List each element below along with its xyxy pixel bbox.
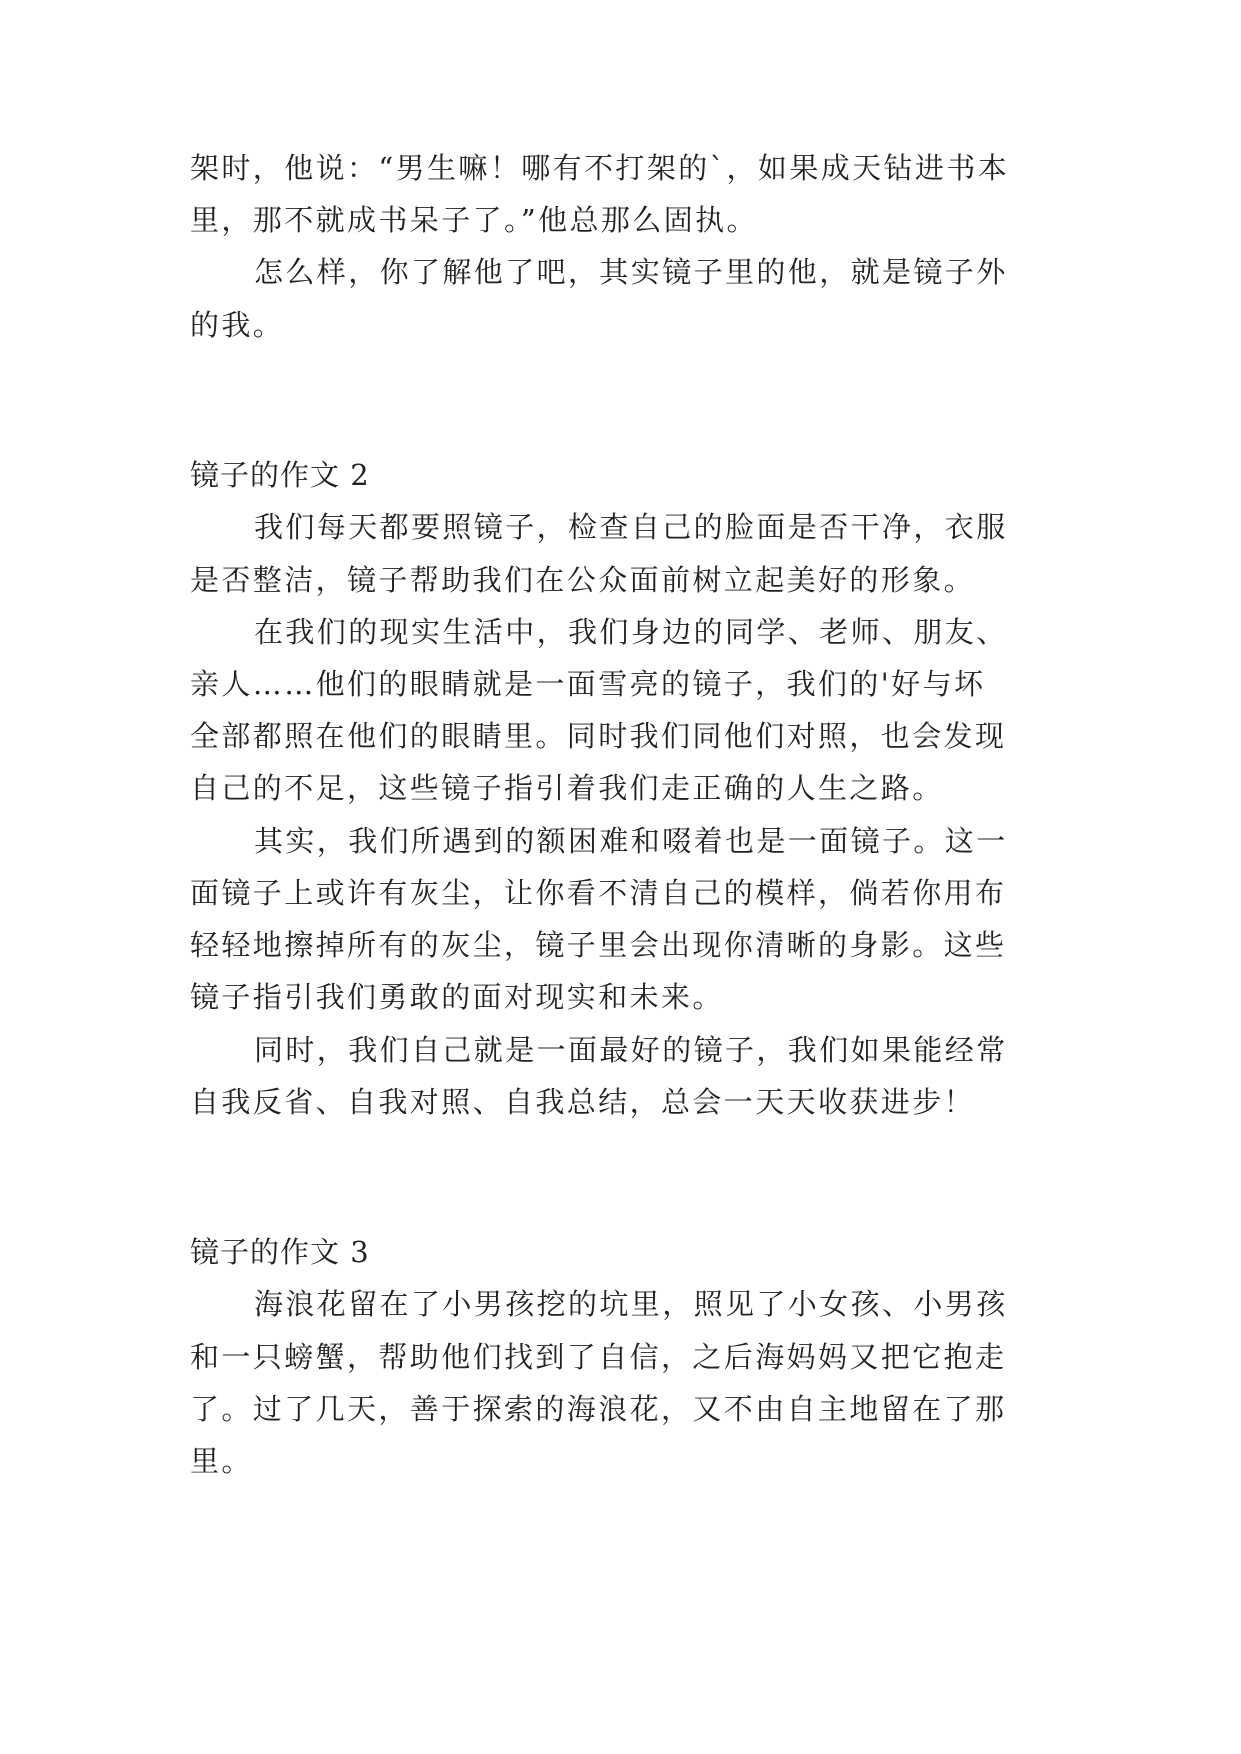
paragraph-line: 同时，我们自己就是一面最好的镜子，我们如果能经常 xyxy=(254,1033,1008,1067)
paragraph-line: 其实，我们所遇到的额困难和啜着也是一面镜子。这一 xyxy=(254,824,1008,858)
paragraph-line: 自我反省、自我对照、自我总结，总会一天天收获进步！ xyxy=(190,1085,976,1119)
paragraph-line: 自己的不足，这些镜子指引着我们走正确的人生之路。 xyxy=(190,771,944,805)
paragraph-line: 里，那不就成书呆子了。”他总那么固执。 xyxy=(190,203,758,237)
paragraph-line: 面镜子上或许有灰尘，让你看不清自己的模样，倘若你用布 xyxy=(190,876,1007,910)
paragraph-line: 和一只螃蟹，帮助他们找到了自信，之后海妈妈又把它抱走 xyxy=(190,1340,1007,1374)
paragraph-line: 里。 xyxy=(190,1444,253,1478)
section-heading: 镜子的作文 3 xyxy=(190,1235,370,1269)
paragraph-line: 全部都照在他们的眼睛里。同时我们同他们对照，也会发现 xyxy=(190,719,1007,753)
paragraph-line: 架时，他说：“男生嘛！哪有不打架的`，如果成天钻进书本 xyxy=(190,151,1010,185)
paragraph-line: 了。过了几天，善于探索的海浪花，又不由自主地留在了那 xyxy=(190,1392,1007,1426)
paragraph-line: 的我。 xyxy=(190,308,285,342)
paragraph-line: 亲人……他们的眼睛就是一面雪亮的镜子，我们的'好与坏 xyxy=(190,667,986,701)
paragraph-line: 轻轻地擦掉所有的灰尘，镜子里会出现你清晰的身影。这些 xyxy=(190,928,1007,962)
paragraph-line: 我们每天都要照镜子，检查自己的脸面是否干净，衣服 xyxy=(254,510,1008,544)
section-heading: 镜子的作文 2 xyxy=(190,458,370,492)
paragraph-line: 在我们的现实生活中，我们身边的同学、老师、朋友、 xyxy=(254,615,1008,649)
paragraph-line: 镜子指引我们勇敢的面对现实和未来。 xyxy=(190,980,724,1014)
paragraph-line: 怎么样，你了解他了吧，其实镜子里的他，就是镜子外 xyxy=(254,255,1008,289)
paragraph-line: 海浪花留在了小男孩挖的坑里，照见了小女孩、小男孩 xyxy=(254,1287,1008,1321)
paragraph-line: 是否整洁，镜子帮助我们在公众面前树立起美好的形象。 xyxy=(190,563,976,597)
